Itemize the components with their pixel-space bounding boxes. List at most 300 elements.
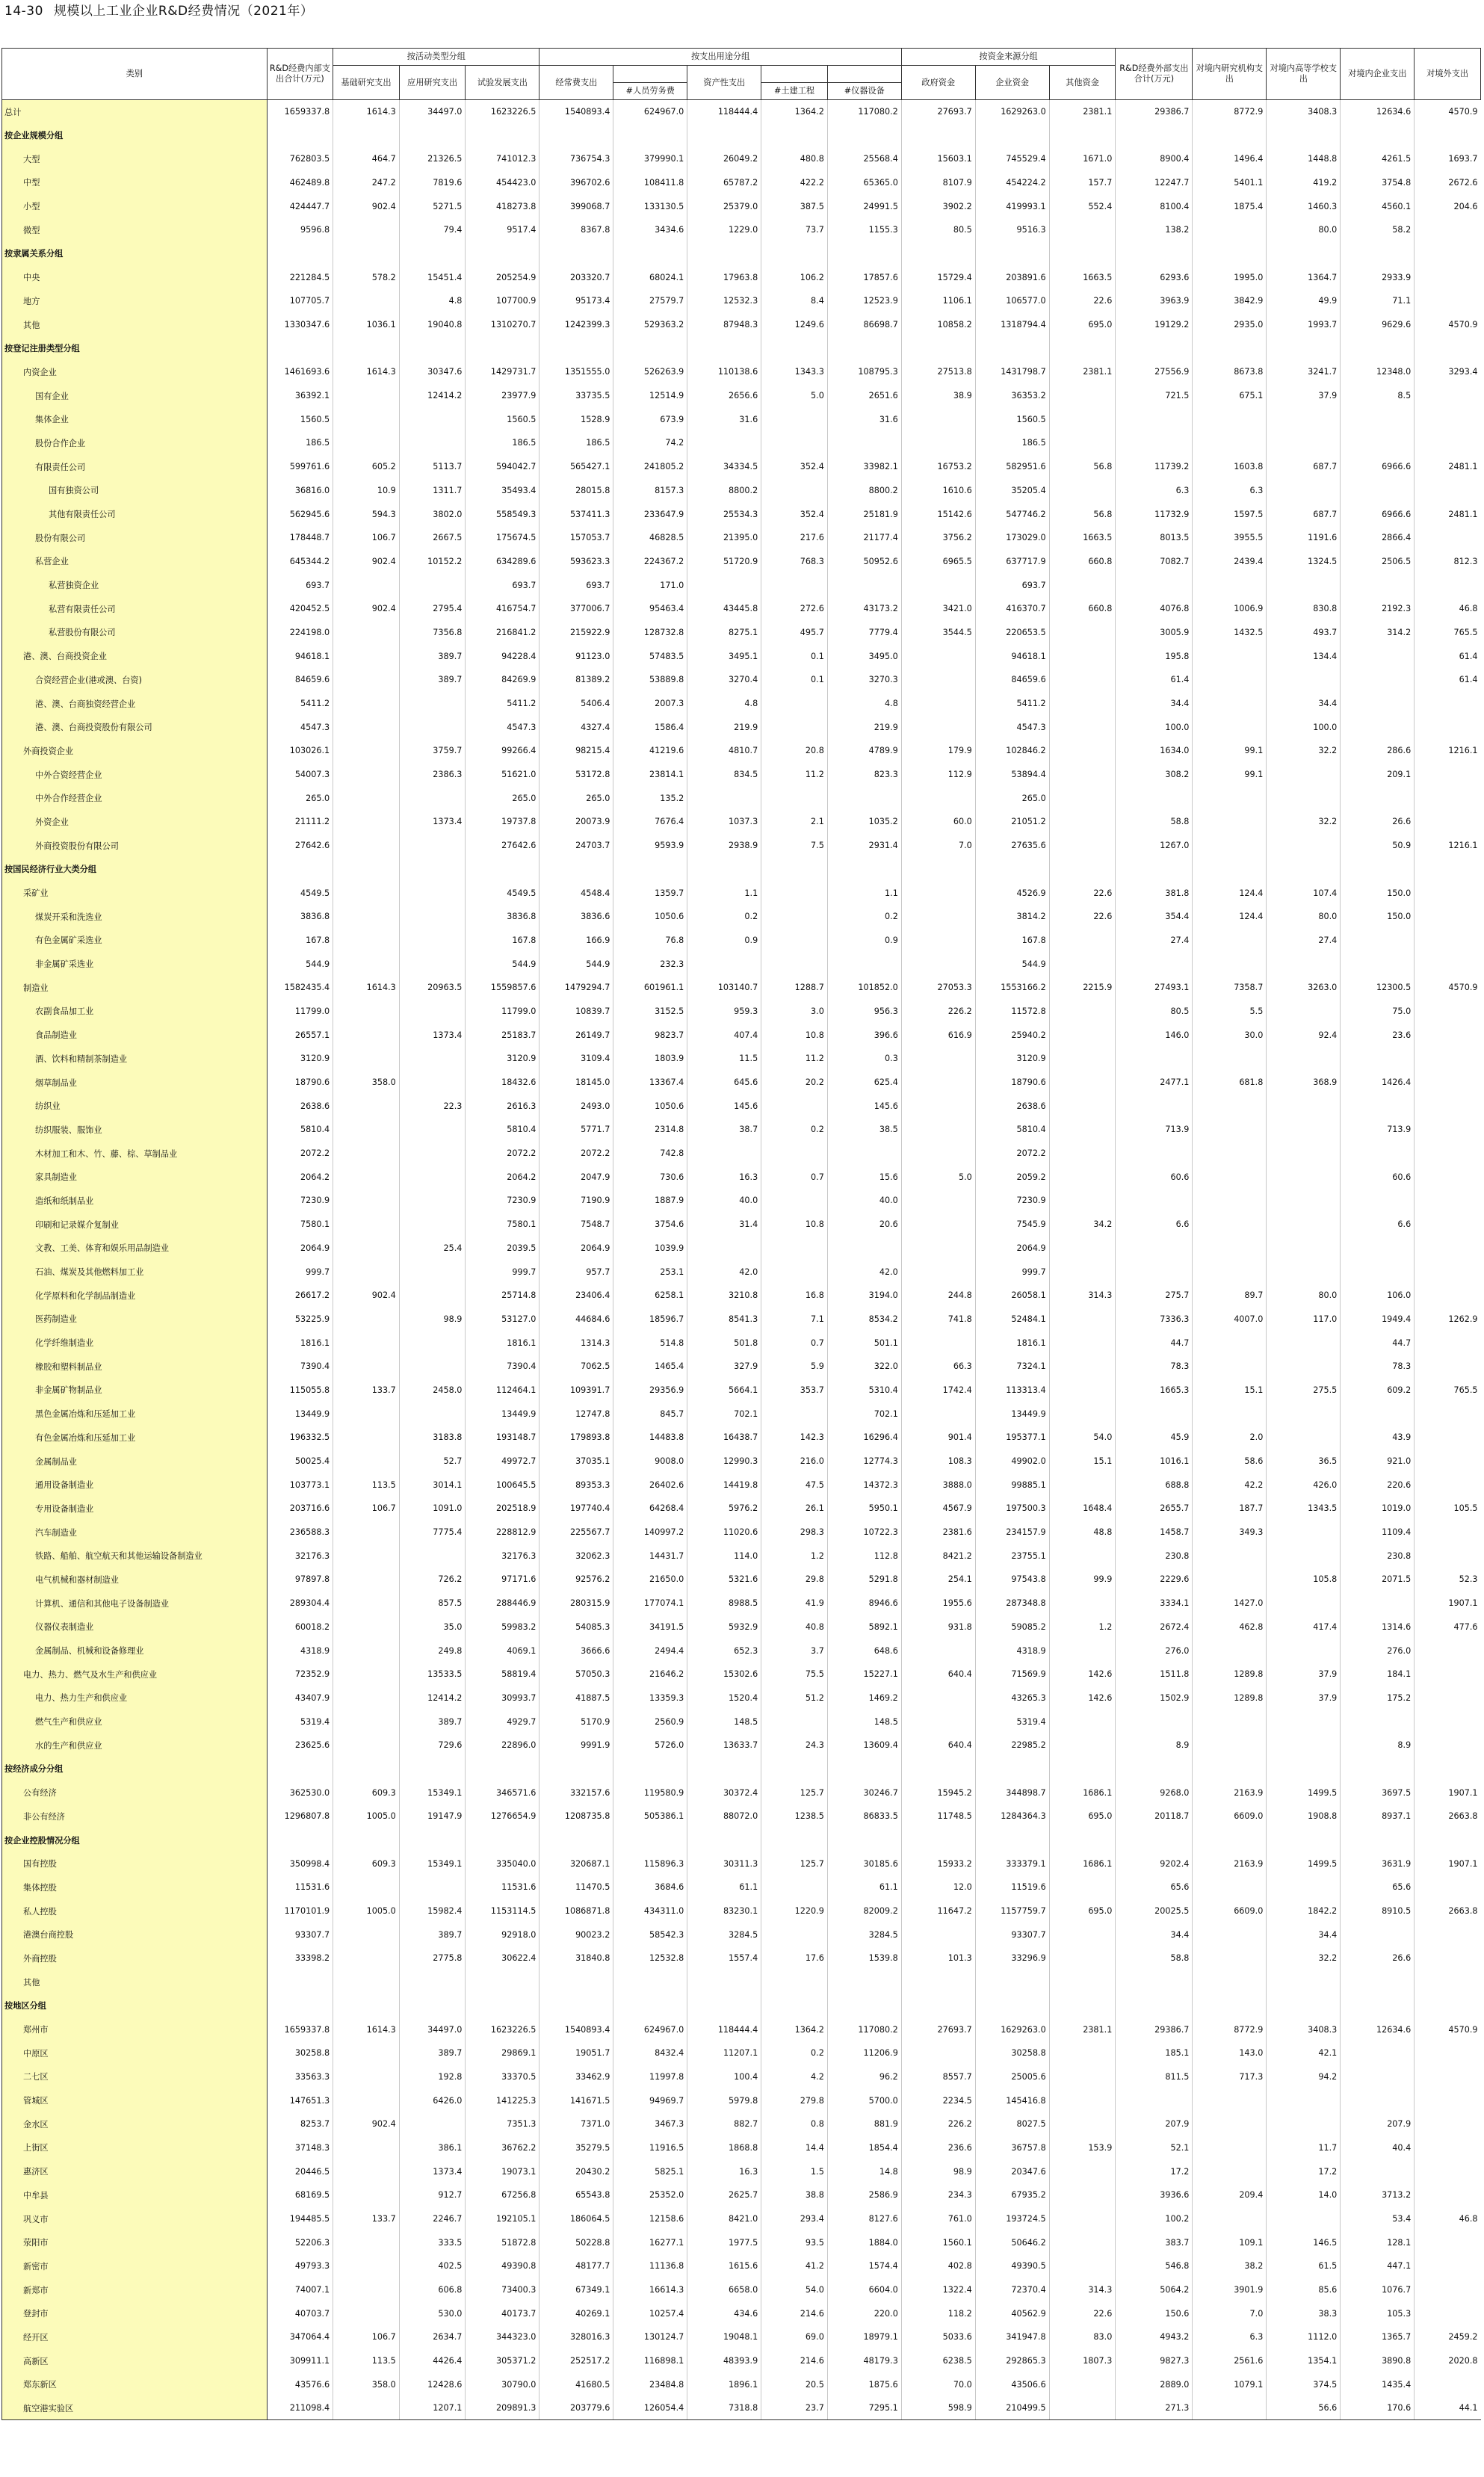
- value-cell: 5810.4: [466, 1118, 540, 1142]
- table-row: [2, 1308, 1481, 1332]
- value-cell: 3421.0: [901, 597, 975, 621]
- value-cell: 462.8: [1193, 1615, 1267, 1639]
- value-cell: 7.0: [1193, 2301, 1267, 2325]
- value-cell: [1049, 2207, 1116, 2231]
- value-cell: 276.0: [1341, 1639, 1415, 1663]
- value-cell: 74007.1: [267, 2278, 333, 2302]
- value-cell: [1267, 1118, 1341, 1142]
- value-cell: [761, 123, 828, 147]
- value-cell: 736754.3: [540, 147, 613, 171]
- value-cell: 135.2: [613, 786, 687, 810]
- value-cell: 625.4: [827, 1071, 901, 1095]
- value-cell: 389.7: [399, 644, 466, 668]
- value-cell: 695.0: [1049, 313, 1116, 337]
- value-cell: [761, 1094, 828, 1118]
- value-cell: 353.7: [761, 1379, 828, 1403]
- value-cell: 27693.7: [901, 2017, 975, 2041]
- value-cell: [1049, 668, 1116, 692]
- value-cell: 4.2: [761, 2065, 828, 2089]
- value-cell: 320687.1: [540, 1852, 613, 1875]
- value-cell: 4560.1: [1341, 194, 1415, 218]
- value-cell: 3756.2: [901, 526, 975, 550]
- value-cell: [333, 431, 400, 455]
- value-cell: [1415, 1994, 1481, 2018]
- value-cell: 9596.8: [267, 218, 333, 242]
- value-cell: 4929.7: [466, 1710, 540, 1734]
- value-cell: [1193, 2088, 1267, 2112]
- value-cell: 8910.5: [1341, 1899, 1415, 1923]
- value-cell: 184.1: [1341, 1663, 1415, 1686]
- value-cell: [333, 2065, 400, 2089]
- value-cell: [1341, 692, 1415, 716]
- value-cell: 1155.3: [827, 218, 901, 242]
- value-cell: 12428.6: [399, 2373, 466, 2397]
- value-cell: 30790.0: [466, 2373, 540, 2397]
- value-cell: [1341, 1402, 1415, 1426]
- value-cell: [901, 858, 975, 882]
- table-row: [2, 289, 1481, 313]
- value-cell: 145416.8: [975, 2088, 1049, 2112]
- value-cell: 186.5: [975, 431, 1049, 455]
- value-cell: [333, 1260, 400, 1284]
- value-cell: 91123.0: [540, 644, 613, 668]
- value-cell: 90023.2: [540, 1923, 613, 1946]
- value-cell: [687, 431, 761, 455]
- value-cell: [1049, 786, 1116, 810]
- value-cell: 352.4: [761, 455, 828, 479]
- value-cell: 58.8: [1116, 1946, 1193, 1970]
- value-cell: 11.2: [761, 763, 828, 787]
- value-cell: [1193, 929, 1267, 953]
- value-cell: 80.5: [901, 218, 975, 242]
- value-cell: 11020.6: [687, 1521, 761, 1544]
- value-cell: 177074.1: [613, 1592, 687, 1615]
- value-cell: [399, 1828, 466, 1852]
- value-cell: 3210.8: [687, 1284, 761, 1308]
- value-cell: [540, 858, 613, 882]
- value-cell: 1330347.6: [267, 313, 333, 337]
- value-cell: 387.5: [761, 194, 828, 218]
- value-cell: 6293.6: [1116, 265, 1193, 289]
- value-cell: 148.5: [827, 1710, 901, 1734]
- value-cell: [540, 123, 613, 147]
- value-cell: [1267, 431, 1341, 455]
- table-row: [2, 2230, 1481, 2254]
- value-cell: [1049, 479, 1116, 503]
- value-cell: 1448.8: [1267, 147, 1341, 171]
- value-cell: 16296.4: [827, 1426, 901, 1450]
- row-label: 电力、热力生产和供应业: [2, 1686, 268, 1710]
- value-cell: [1116, 1828, 1193, 1852]
- value-cell: 3408.3: [1267, 100, 1341, 124]
- value-cell: 5170.9: [540, 1710, 613, 1734]
- table-row: [2, 1142, 1481, 1166]
- value-cell: 7371.0: [540, 2112, 613, 2136]
- value-cell: 2795.4: [399, 597, 466, 621]
- value-cell: 1520.4: [687, 1686, 761, 1710]
- value-cell: 2064.2: [466, 1165, 540, 1189]
- value-cell: 49390.5: [975, 2254, 1049, 2278]
- value-cell: [827, 242, 901, 266]
- row-label: 合资经营企业(港或澳、台资): [2, 668, 268, 692]
- table-row: [2, 1450, 1481, 1473]
- value-cell: 6.6: [1116, 1213, 1193, 1237]
- value-cell: [1341, 407, 1415, 431]
- value-cell: [901, 431, 975, 455]
- value-cell: 73.7: [761, 218, 828, 242]
- value-cell: [1415, 1355, 1481, 1379]
- table-title: 规模以上工业企业R&D经费情况（2021年）: [53, 4, 314, 19]
- row-label: 港、澳、台商投资股份有限公司: [2, 715, 268, 739]
- value-cell: 3.7: [761, 1639, 828, 1663]
- value-cell: 645344.2: [267, 550, 333, 574]
- value-cell: 27642.6: [466, 834, 540, 858]
- value-cell: [1267, 1189, 1341, 1213]
- table-row: [2, 668, 1481, 692]
- value-cell: 286.6: [1341, 739, 1415, 763]
- value-cell: [1415, 1165, 1481, 1189]
- value-cell: [399, 1260, 466, 1284]
- row-label: 国有企业: [2, 384, 268, 408]
- value-cell: [761, 1237, 828, 1261]
- value-cell: [333, 1402, 400, 1426]
- value-cell: 23.6: [1341, 1023, 1415, 1047]
- row-label: 私营企业: [2, 550, 268, 574]
- value-cell: 1868.8: [687, 2136, 761, 2160]
- value-cell: [333, 218, 400, 242]
- value-cell: 166.9: [540, 929, 613, 953]
- value-cell: [1415, 1923, 1481, 1946]
- value-cell: 65787.2: [687, 171, 761, 195]
- table-row: [2, 384, 1481, 408]
- value-cell: 19147.9: [399, 1805, 466, 1828]
- value-cell: [1267, 1331, 1341, 1355]
- table-row: [2, 621, 1481, 645]
- value-cell: 3836.8: [466, 905, 540, 929]
- value-cell: [1116, 1094, 1193, 1118]
- value-cell: [1415, 1023, 1481, 1047]
- value-cell: 2931.4: [827, 834, 901, 858]
- value-cell: [333, 573, 400, 597]
- row-label: 印刷和记录媒介复制业: [2, 1213, 268, 1237]
- value-cell: 5411.2: [466, 692, 540, 716]
- value-cell: 27579.7: [613, 289, 687, 313]
- value-cell: [1341, 336, 1415, 360]
- value-cell: [1341, 715, 1415, 739]
- row-label: 股份有限公司: [2, 526, 268, 550]
- value-cell: 33563.3: [267, 2065, 333, 2089]
- value-cell: 44.7: [1116, 1331, 1193, 1355]
- value-cell: [333, 1308, 400, 1332]
- value-cell: [1341, 573, 1415, 597]
- value-cell: 1469.2: [827, 1686, 901, 1710]
- value-cell: 21326.5: [399, 147, 466, 171]
- value-cell: 80.0: [1267, 218, 1341, 242]
- row-label: 航空港实验区: [2, 2396, 268, 2420]
- value-cell: 21177.4: [827, 526, 901, 550]
- value-cell: [901, 786, 975, 810]
- value-cell: 547746.2: [975, 502, 1049, 526]
- value-cell: 13449.9: [466, 1402, 540, 1426]
- value-cell: 148.5: [687, 1710, 761, 1734]
- value-cell: 14483.8: [613, 1426, 687, 1450]
- value-cell: 1289.8: [1193, 1663, 1267, 1686]
- value-cell: 23.7: [761, 2396, 828, 2420]
- value-cell: 344898.7: [975, 1781, 1049, 1805]
- value-cell: 37.9: [1267, 384, 1341, 408]
- value-cell: [1267, 1544, 1341, 1568]
- value-cell: [901, 1094, 975, 1118]
- table-row: [2, 1568, 1481, 1592]
- value-cell: 6258.1: [613, 1284, 687, 1308]
- value-cell: [333, 1189, 400, 1213]
- value-cell: 34.4: [1116, 1923, 1193, 1946]
- value-cell: [901, 952, 975, 976]
- value-cell: 3713.2: [1341, 2183, 1415, 2207]
- value-cell: 249.8: [399, 1639, 466, 1663]
- value-cell: [827, 858, 901, 882]
- value-cell: 2246.7: [399, 2207, 466, 2231]
- value-cell: 170.6: [1341, 2396, 1415, 2420]
- value-cell: 15349.1: [399, 1852, 466, 1875]
- value-cell: 92.4: [1267, 1023, 1341, 1047]
- value-cell: 605.2: [333, 455, 400, 479]
- value-cell: 11.7: [1267, 2136, 1341, 2160]
- row-label: 非金属矿物制品业: [2, 1379, 268, 1403]
- value-cell: 11647.2: [901, 1899, 975, 1923]
- value-cell: [901, 407, 975, 431]
- value-cell: 8157.3: [613, 479, 687, 503]
- value-cell: 18979.1: [827, 2325, 901, 2349]
- value-cell: [333, 1710, 400, 1734]
- value-cell: [540, 336, 613, 360]
- value-cell: [333, 1734, 400, 1757]
- value-cell: 0.9: [827, 929, 901, 953]
- value-cell: 1284364.3: [975, 1805, 1049, 1828]
- value-cell: 41887.5: [540, 1686, 613, 1710]
- value-cell: 27.4: [1267, 929, 1341, 953]
- value-cell: [540, 242, 613, 266]
- value-cell: [1116, 336, 1193, 360]
- value-cell: 117080.2: [827, 2017, 901, 2041]
- header-applied: 应用研究支出: [399, 66, 466, 100]
- value-cell: [1341, 952, 1415, 976]
- value-cell: 761.0: [901, 2207, 975, 2231]
- value-cell: [1193, 1946, 1267, 1970]
- value-cell: 43265.3: [975, 1686, 1049, 1710]
- table-row: [2, 2278, 1481, 2302]
- value-cell: 36762.2: [466, 2136, 540, 2160]
- value-cell: [1341, 242, 1415, 266]
- value-cell: 1623226.5: [466, 2017, 540, 2041]
- value-cell: [1415, 1663, 1481, 1686]
- value-cell: [540, 1994, 613, 2018]
- value-cell: 19737.8: [466, 810, 540, 834]
- value-cell: [1193, 644, 1267, 668]
- value-cell: 1322.4: [901, 2278, 975, 2302]
- row-label: 按企业规模分组: [2, 123, 268, 147]
- value-cell: [1049, 1473, 1116, 1497]
- row-label: 按隶属关系分组: [2, 242, 268, 266]
- value-cell: [1049, 1828, 1116, 1852]
- value-cell: [333, 384, 400, 408]
- value-cell: [901, 573, 975, 597]
- value-cell: 419993.1: [975, 194, 1049, 218]
- value-cell: [399, 1118, 466, 1142]
- value-cell: 279.8: [761, 2088, 828, 2112]
- value-cell: 42.0: [827, 1260, 901, 1284]
- value-cell: 4327.4: [540, 715, 613, 739]
- value-cell: 3902.2: [901, 194, 975, 218]
- value-cell: 32062.3: [540, 1544, 613, 1568]
- value-cell: [1415, 1639, 1481, 1663]
- value-cell: 8.9: [1341, 1734, 1415, 1757]
- value-cell: 2663.8: [1415, 1805, 1481, 1828]
- value-cell: [399, 573, 466, 597]
- value-cell: 328016.3: [540, 2325, 613, 2349]
- value-cell: 3890.8: [1341, 2349, 1415, 2373]
- value-cell: 134.4: [1267, 644, 1341, 668]
- row-label: 中央: [2, 265, 268, 289]
- value-cell: 94969.7: [613, 2088, 687, 2112]
- value-cell: 193148.7: [466, 1426, 540, 1450]
- value-cell: [333, 1639, 400, 1663]
- value-cell: 19040.8: [399, 313, 466, 337]
- value-cell: 634289.6: [466, 550, 540, 574]
- value-cell: 60018.2: [267, 1615, 333, 1639]
- value-cell: 16.3: [687, 2159, 761, 2183]
- value-cell: 1560.5: [267, 407, 333, 431]
- value-cell: 1310270.7: [466, 313, 540, 337]
- value-cell: 5.9: [761, 1355, 828, 1379]
- table-row: [2, 644, 1481, 668]
- value-cell: 2638.6: [975, 1094, 1049, 1118]
- row-label: 港澳台商控股: [2, 1923, 268, 1946]
- value-cell: 14431.7: [613, 1544, 687, 1568]
- value-cell: [333, 2278, 400, 2302]
- value-cell: 713.9: [1341, 1118, 1415, 1142]
- table-row: [2, 1165, 1481, 1189]
- table-row: [2, 1710, 1481, 1734]
- value-cell: [1415, 1189, 1481, 1213]
- value-cell: 1314.3: [540, 1331, 613, 1355]
- value-cell: [1193, 123, 1267, 147]
- value-cell: [1116, 1047, 1193, 1071]
- value-cell: 124.4: [1193, 905, 1267, 929]
- row-label: 制造业: [2, 976, 268, 1000]
- value-cell: 49972.7: [466, 1450, 540, 1473]
- value-cell: [1415, 242, 1481, 266]
- value-cell: 648.6: [827, 1639, 901, 1663]
- value-cell: 65543.8: [540, 2183, 613, 2207]
- value-cell: [1049, 1237, 1116, 1261]
- value-cell: [1267, 1165, 1341, 1189]
- value-cell: 35279.5: [540, 2136, 613, 2160]
- value-cell: 44.7: [1341, 1331, 1415, 1355]
- value-cell: [1049, 1189, 1116, 1213]
- value-cell: 381.8: [1116, 881, 1193, 905]
- value-cell: 12634.6: [1341, 2017, 1415, 2041]
- value-cell: [901, 1710, 975, 1734]
- value-cell: 61.1: [827, 1875, 901, 1899]
- value-cell: 3109.4: [540, 1047, 613, 1071]
- value-cell: 56.8: [1049, 455, 1116, 479]
- row-label: 金属制品、机械和设备修理业: [2, 1639, 268, 1663]
- value-cell: 8946.6: [827, 1592, 901, 1615]
- value-cell: 454423.0: [466, 171, 540, 195]
- value-cell: [1193, 1710, 1267, 1734]
- value-cell: 46828.5: [613, 526, 687, 550]
- value-cell: 3467.3: [613, 2112, 687, 2136]
- value-cell: 3152.5: [613, 1000, 687, 1024]
- table-row: [2, 2136, 1481, 2160]
- value-cell: 6609.0: [1193, 1805, 1267, 1828]
- value-cell: 640.4: [901, 1734, 975, 1757]
- value-cell: 399068.7: [540, 194, 613, 218]
- value-cell: [1267, 1142, 1341, 1166]
- value-cell: 1112.0: [1267, 2325, 1341, 2349]
- value-cell: 1665.3: [1116, 1379, 1193, 1403]
- value-cell: 8900.4: [1116, 147, 1193, 171]
- value-cell: 17.2: [1267, 2159, 1341, 2183]
- value-cell: 1296807.8: [267, 1805, 333, 1828]
- value-cell: 333379.1: [975, 1852, 1049, 1875]
- value-cell: [1267, 1875, 1341, 1899]
- value-cell: [333, 1946, 400, 1970]
- value-cell: 12774.3: [827, 1450, 901, 1473]
- value-cell: 43.9: [1341, 1426, 1415, 1450]
- value-cell: [1415, 952, 1481, 976]
- header-civil: #土建工程: [761, 83, 828, 100]
- value-cell: [399, 123, 466, 147]
- value-cell: [901, 1260, 975, 1284]
- value-cell: 23755.1: [975, 1544, 1049, 1568]
- value-cell: 454224.2: [975, 171, 1049, 195]
- value-cell: [399, 242, 466, 266]
- value-cell: 146.0: [1116, 1023, 1193, 1047]
- value-cell: 107705.7: [267, 289, 333, 313]
- row-label: 化学原料和化学制品制造业: [2, 1284, 268, 1308]
- value-cell: [901, 1970, 975, 1994]
- value-cell: 1262.9: [1415, 1308, 1481, 1332]
- value-cell: [1341, 2159, 1415, 2183]
- value-cell: [1415, 2230, 1481, 2254]
- value-cell: 23977.9: [466, 384, 540, 408]
- value-cell: 4426.4: [399, 2349, 466, 2373]
- value-cell: [1049, 2183, 1116, 2207]
- value-cell: 1875.4: [1193, 194, 1267, 218]
- value-cell: 8673.8: [1193, 360, 1267, 384]
- value-cell: [1341, 1189, 1415, 1213]
- value-cell: [466, 858, 540, 882]
- value-cell: [1267, 2207, 1341, 2231]
- value-cell: [1193, 1757, 1267, 1781]
- value-cell: 1288.7: [761, 976, 828, 1000]
- value-cell: 1.1: [687, 881, 761, 905]
- value-cell: 4570.9: [1415, 313, 1481, 337]
- value-cell: 902.4: [333, 550, 400, 574]
- value-cell: 42.2: [1193, 1473, 1267, 1497]
- value-cell: 5310.4: [827, 1379, 901, 1403]
- value-cell: 0.2: [761, 2041, 828, 2065]
- value-cell: 1907.1: [1415, 1852, 1481, 1875]
- value-cell: 31840.8: [540, 1946, 613, 1970]
- table-row: [2, 550, 1481, 574]
- value-cell: 19048.1: [687, 2325, 761, 2349]
- value-cell: 2866.4: [1341, 526, 1415, 550]
- value-cell: 1035.2: [827, 810, 901, 834]
- value-cell: 333.5: [399, 2230, 466, 2254]
